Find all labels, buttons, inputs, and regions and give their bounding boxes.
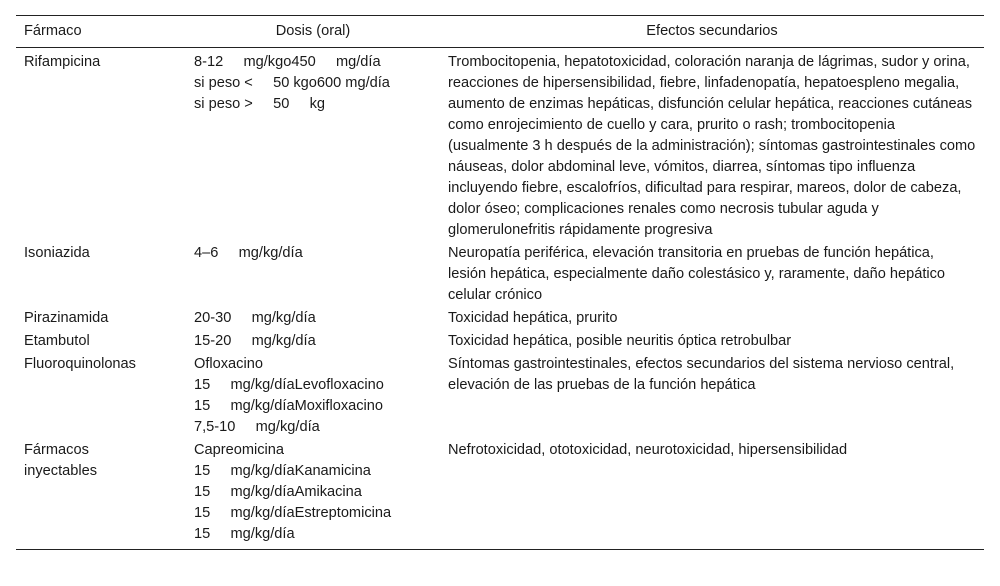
side-effects-cell: Toxicidad hepática, prurito <box>448 310 618 326</box>
table-row <box>16 242 984 307</box>
dose-line: si peso > 50 kg <box>194 96 326 112</box>
dose-cell <box>186 307 440 330</box>
dose-line: 20-30 mg/kg/día <box>194 310 316 326</box>
side-effects-cell: Toxicidad hepática, posible neuritis óptica retrobulbar <box>448 333 792 349</box>
drug-name-line: Pirazinamida <box>24 310 109 326</box>
dose-line: 15 mg/kg/día <box>194 526 295 542</box>
dose-cell <box>186 330 440 353</box>
drug-table <box>16 15 984 550</box>
drug-name-line: Fluoroquinolonas <box>24 356 136 372</box>
dose-line: 15-20 mg/kg/día <box>194 333 316 349</box>
drug-cell <box>16 307 186 330</box>
drug-name-line: Rifampicina <box>24 54 101 70</box>
table-row <box>16 353 984 439</box>
dose-line: si peso < 50 kgo600 mg/día <box>194 75 390 91</box>
drug-cell <box>16 353 186 439</box>
header-efectos: Efectos secundarios <box>440 16 984 48</box>
dose-line: 8-12 mg/kgo450 mg/día <box>194 54 381 70</box>
dose-line: 15 mg/kg/díaAmikacina <box>194 484 362 500</box>
table-row <box>16 330 984 353</box>
drug-name-line: Etambutol <box>24 333 90 349</box>
dose-cell <box>186 439 440 550</box>
drug-cell <box>16 242 186 307</box>
side-effects-cell: Síntomas gastrointestinales, efectos secundarios del sistema nervioso central, elevación de las pruebas de la función hepática <box>448 356 955 393</box>
header-row <box>16 16 984 48</box>
dose-line: 15 mg/kg/díaEstreptomicina <box>194 505 392 521</box>
table-row <box>16 439 984 550</box>
header-farmaco: Fármaco <box>16 16 186 48</box>
drug-cell <box>16 439 186 550</box>
table-row <box>16 48 984 243</box>
side-effects-cell: Neuropatía periférica, elevación transitoria en pruebas de función hepática, lesión hepática, especialmente daño colestásico y, raramente, daño hepático celular crónico <box>448 245 946 303</box>
drug-name-line: inyectables <box>24 463 98 479</box>
drug-cell <box>16 48 186 243</box>
dose-line: 7,5-10 mg/kg/día <box>194 419 320 435</box>
dose-line: 15 mg/kg/díaMoxifloxacino <box>194 398 383 414</box>
dose-cell <box>186 48 440 243</box>
dose-line: Capreomicina <box>194 442 285 458</box>
dose-line: 15 mg/kg/díaKanamicina <box>194 463 371 479</box>
side-effects-cell: Nefrotoxicidad, ototoxicidad, neurotoxicidad, hipersensibilidad <box>440 439 984 550</box>
dose-line: 4–6 mg/kg/día <box>194 245 303 261</box>
drug-name-line: Isoniazida <box>24 245 90 261</box>
dose-line: Ofloxacino <box>194 356 263 372</box>
drug-cell <box>16 330 186 353</box>
header-dosis: Dosis (oral) <box>186 16 440 48</box>
side-effects-cell: Trombocitopenia, hepatotoxicidad, coloración naranja de lágrimas, sudor y orina, reacciones de hipersensibilidad, fiebre, linfadenopatía, hepatoespleno megalia, aumento de enzimas hepáticas, disfunción celular hepática, reacciones cutáneas como enrojecimiento de cuello y cara, prurito o rash; trombocitopenia (usualmente 3 h después de la administración); síntomas gastrointestinales como náuseas, dolor abdominal leve, vómitos, diarrea, síntomas tipo influenza incluyendo fiebre, escalofríos, dificultad para respirar, mareos, dolor de cabeza, dolor óseo; complicaciones renales como necrosis tubular aguda y glomerulonefritis rápidamente progresiva <box>448 54 976 238</box>
dose-cell <box>186 353 440 439</box>
table-row <box>16 307 984 330</box>
dose-cell <box>186 242 440 307</box>
drug-table-container <box>16 15 984 550</box>
dose-line: 15 mg/kg/díaLevofloxacino <box>194 377 384 393</box>
drug-name-line: Fármacos <box>24 442 89 458</box>
